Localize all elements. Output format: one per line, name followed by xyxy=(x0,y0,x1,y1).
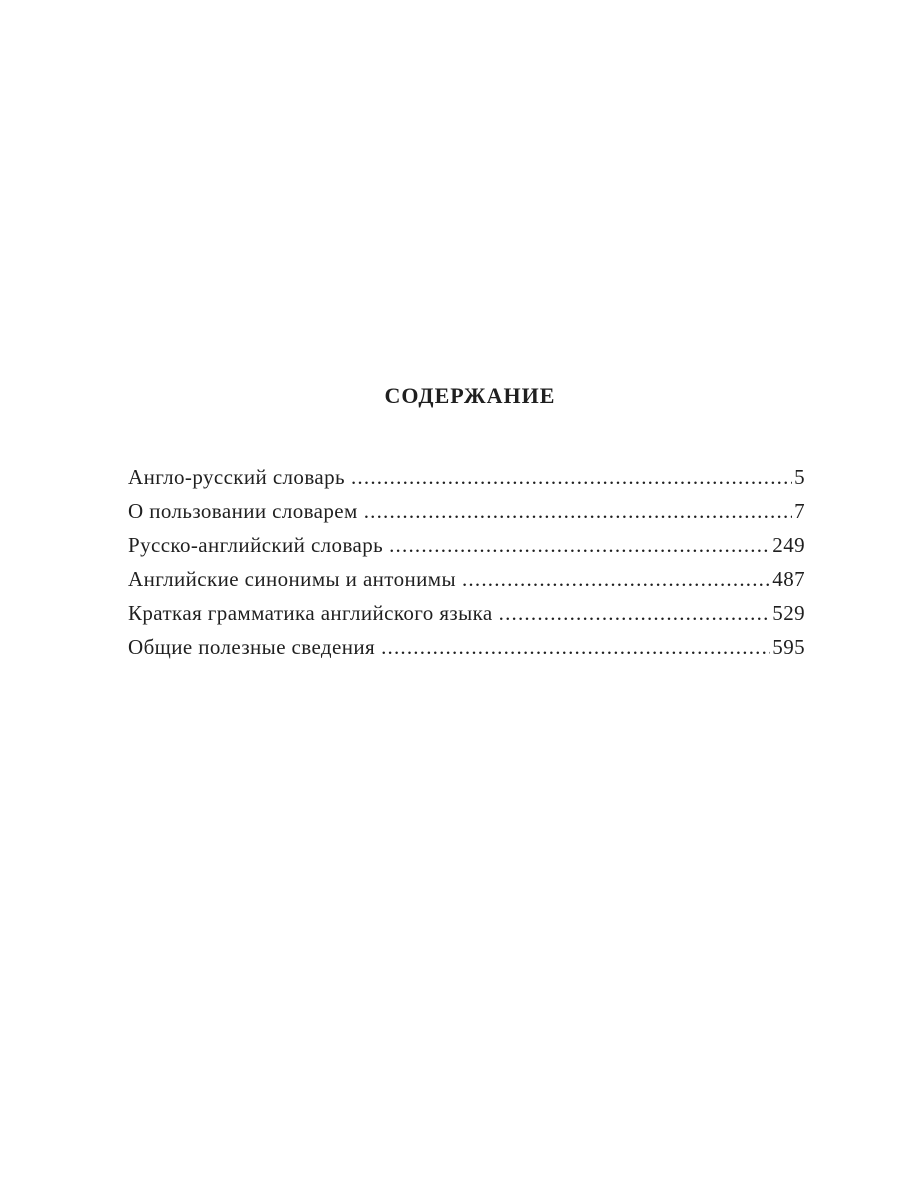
dot-leader xyxy=(499,596,771,630)
toc-entry-title: Англо-русский словарь xyxy=(128,465,345,489)
toc-entry-title: Общие полезные сведения xyxy=(128,635,376,659)
toc-entry-page-number: 249 xyxy=(772,533,805,557)
toc-entry xyxy=(128,562,805,596)
toc-entry-title: О пользовании словарем xyxy=(128,499,358,523)
dot-leader xyxy=(389,528,770,562)
table-of-contents xyxy=(128,460,805,664)
toc-entry-title: Русско-английский словарь xyxy=(128,533,384,557)
dot-leader xyxy=(364,494,792,528)
toc-entry-page-number: 595 xyxy=(772,635,805,659)
toc-entry xyxy=(128,630,805,664)
dot-leader xyxy=(462,562,770,596)
toc-entry-page-number: 529 xyxy=(772,601,805,625)
toc-entry xyxy=(128,528,805,562)
toc-entry-title: Краткая грамматика английского языка xyxy=(128,601,493,625)
page-title: СОДЕРЖАНИЕ xyxy=(384,383,556,408)
toc-entry xyxy=(128,494,805,528)
toc-entry-page-number: 5 xyxy=(794,465,805,489)
dot-leader xyxy=(351,460,792,494)
toc-entry-title: Английские синонимы и антонимы xyxy=(128,567,456,591)
toc-entry-page-number: 487 xyxy=(772,567,805,591)
toc-entry xyxy=(128,460,805,494)
toc-entry xyxy=(128,596,805,630)
toc-entry-page-number: 7 xyxy=(794,499,805,523)
dot-leader xyxy=(381,630,770,664)
